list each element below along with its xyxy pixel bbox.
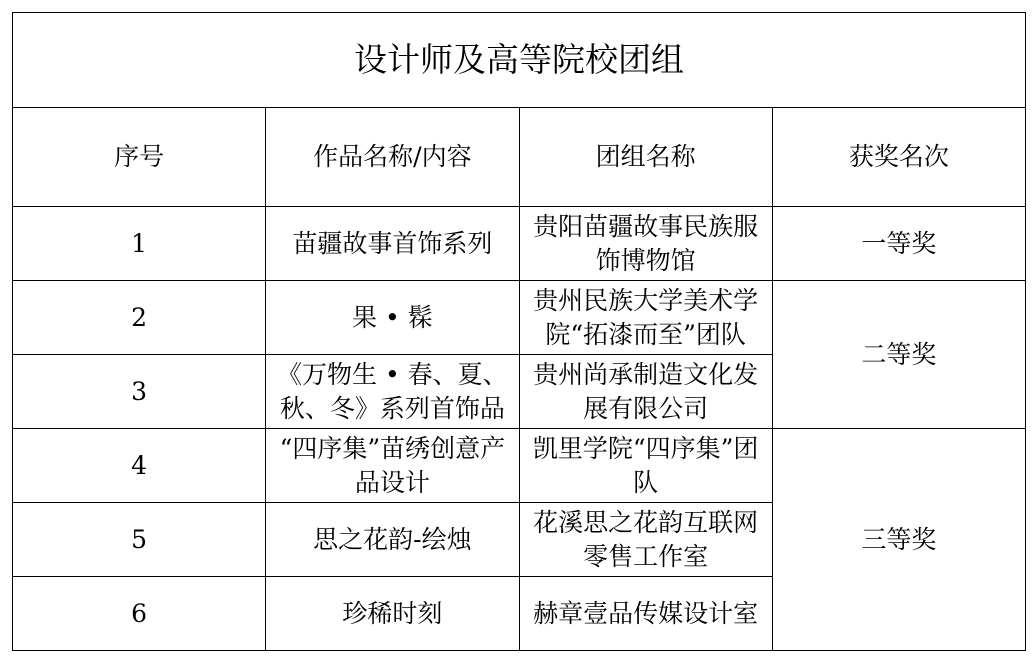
header-award-rank: 获奖名次 bbox=[772, 108, 1025, 207]
row-number: 2 bbox=[13, 281, 266, 355]
table-title: 设计师及高等院校团组 bbox=[13, 13, 1026, 108]
table-row bbox=[13, 281, 1026, 355]
row-number: 1 bbox=[13, 207, 266, 281]
row-team-name: 凯里学院“四序集”团队 bbox=[519, 429, 772, 503]
header-team-name: 团组名称 bbox=[519, 108, 772, 207]
award-second: 二等奖 bbox=[772, 281, 1025, 429]
row-team-name: 贵州尚承制造文化发展有限公司 bbox=[519, 355, 772, 429]
row-work-name: 珍稀时刻 bbox=[266, 577, 519, 651]
header-number: 序号 bbox=[13, 108, 266, 207]
table-row bbox=[13, 429, 1026, 503]
table-row bbox=[13, 207, 1026, 281]
row-team-name: 赫章壹品传媒设计室 bbox=[519, 577, 772, 651]
header-work-name: 作品名称/内容 bbox=[266, 108, 519, 207]
title-row bbox=[13, 13, 1026, 108]
row-work-name: 苗疆故事首饰系列 bbox=[266, 207, 519, 281]
row-number: 3 bbox=[13, 355, 266, 429]
row-work-name: 果 • 髹 bbox=[266, 281, 519, 355]
row-number: 6 bbox=[13, 577, 266, 651]
award-third: 三等奖 bbox=[772, 429, 1025, 651]
row-team-name: 花溪思之花韵互联网零售工作室 bbox=[519, 503, 772, 577]
header-row bbox=[13, 108, 1026, 207]
row-work-name: 《万物生 • 春、夏、秋、冬》系列首饰品 bbox=[266, 355, 519, 429]
row-team-name: 贵阳苗疆故事民族服饰博物馆 bbox=[519, 207, 772, 281]
award-table bbox=[12, 12, 1026, 651]
row-work-name: “四序集”苗绣创意产品设计 bbox=[266, 429, 519, 503]
award-first: 一等奖 bbox=[772, 207, 1025, 281]
row-number: 5 bbox=[13, 503, 266, 577]
row-work-name: 思之花韵-绘烛 bbox=[266, 503, 519, 577]
row-team-name: 贵州民族大学美术学院“拓漆而至”团队 bbox=[519, 281, 772, 355]
row-number: 4 bbox=[13, 429, 266, 503]
